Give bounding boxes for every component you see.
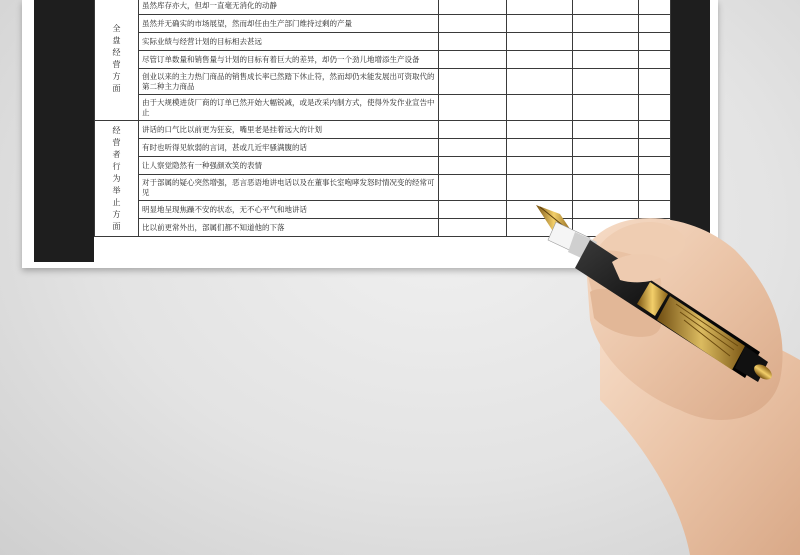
left-dark-border — [34, 0, 94, 262]
check-cell[interactable] — [573, 51, 639, 69]
check-cell[interactable] — [507, 33, 573, 51]
checklist-table — [94, 0, 671, 237]
item-text: 比以前更常外出，部属们都不知道他的下落 — [139, 219, 439, 237]
check-cell[interactable] — [639, 51, 671, 69]
table-row — [95, 201, 671, 219]
checklist-sheet — [94, 0, 670, 262]
check-cell[interactable] — [573, 175, 639, 201]
check-cell[interactable] — [639, 69, 671, 95]
check-cell[interactable] — [439, 175, 507, 201]
check-cell[interactable] — [573, 219, 639, 237]
check-cell[interactable] — [639, 95, 671, 121]
check-cell[interactable] — [507, 175, 573, 201]
check-cell[interactable] — [573, 69, 639, 95]
check-cell[interactable] — [439, 51, 507, 69]
check-cell[interactable] — [639, 157, 671, 175]
item-text: 由于大规模进货厂商的订单已然开始大幅锐减，或是改采内制方式，使得外发作业宣告中止 — [139, 95, 439, 121]
check-cell[interactable] — [439, 0, 507, 15]
check-cell[interactable] — [573, 33, 639, 51]
check-cell[interactable] — [639, 15, 671, 33]
item-text: 虽然库存亦大，但却一直毫无消化的动静 — [139, 0, 439, 15]
check-cell[interactable] — [573, 121, 639, 139]
check-cell[interactable] — [507, 69, 573, 95]
table-row — [95, 219, 671, 237]
check-cell[interactable] — [573, 157, 639, 175]
item-text: 讲话的口气比以前更为狂妄，嘴里老是挂着远大的计划 — [139, 121, 439, 139]
forearm — [600, 316, 800, 555]
check-cell[interactable] — [507, 219, 573, 237]
check-cell[interactable] — [439, 219, 507, 237]
table-row — [95, 175, 671, 201]
check-cell[interactable] — [507, 121, 573, 139]
table-row — [95, 69, 671, 95]
item-text: 让人察觉隐然有一种强颜欢笑的表情 — [139, 157, 439, 175]
table-row — [95, 121, 671, 139]
item-text: 实际业绩与经营计划的目标相去甚远 — [139, 33, 439, 51]
check-cell[interactable] — [573, 0, 639, 15]
check-cell[interactable] — [639, 121, 671, 139]
item-text: 对于部属的疑心突然增强，恶言恶语地讲电话以及在董事长室咆哮发怒时情况变的经常可见 — [139, 175, 439, 201]
check-cell[interactable] — [507, 51, 573, 69]
check-cell[interactable] — [639, 0, 671, 15]
check-cell[interactable] — [439, 121, 507, 139]
check-cell[interactable] — [639, 175, 671, 201]
table-row — [95, 51, 671, 69]
check-cell[interactable] — [507, 15, 573, 33]
table-row — [95, 15, 671, 33]
right-dark-border — [670, 0, 710, 262]
check-cell[interactable] — [439, 15, 507, 33]
check-cell[interactable] — [573, 139, 639, 157]
table-row — [95, 33, 671, 51]
check-cell[interactable] — [439, 33, 507, 51]
check-cell[interactable] — [639, 33, 671, 51]
item-text: 虽然并无确实的市场展望，然而却任由生产部门维持过剩的产量 — [139, 15, 439, 33]
check-cell[interactable] — [573, 95, 639, 121]
check-cell[interactable] — [573, 201, 639, 219]
check-cell[interactable] — [439, 95, 507, 121]
check-cell[interactable] — [439, 201, 507, 219]
check-cell[interactable] — [439, 69, 507, 95]
category-label: 全盘经营方面 — [112, 23, 121, 93]
category-cell-executive-behavior — [95, 121, 139, 237]
check-cell[interactable] — [639, 201, 671, 219]
check-cell[interactable] — [507, 201, 573, 219]
table-row — [95, 95, 671, 121]
item-text: 有时也听得见软弱的言词，甚或几近牢骚满腹的话 — [139, 139, 439, 157]
check-cell[interactable] — [507, 157, 573, 175]
check-cell[interactable] — [507, 95, 573, 121]
check-cell[interactable] — [573, 15, 639, 33]
table-row — [95, 139, 671, 157]
check-cell[interactable] — [639, 219, 671, 237]
table-row — [95, 157, 671, 175]
check-cell[interactable] — [507, 139, 573, 157]
check-cell[interactable] — [439, 157, 507, 175]
check-cell[interactable] — [507, 0, 573, 15]
item-text: 尽管订单数量和销售量与计划的目标有着巨大的差异，却仍一个劲儿地增添生产设备 — [139, 51, 439, 69]
table-row — [95, 0, 671, 15]
check-cell[interactable] — [639, 139, 671, 157]
category-label: 经营者行为举止方面 — [112, 125, 121, 231]
category-cell-overall-operations — [95, 0, 139, 121]
item-text: 创业以来的主力热门商品的销售成长率已然踏下休止符，然而却仍未能发展出可资取代的第二种主力商品 — [139, 69, 439, 95]
item-text: 明显地呈现焦躁不安的状态，无不心平气和地讲话 — [139, 201, 439, 219]
check-cell[interactable] — [439, 139, 507, 157]
middle-finger — [590, 289, 661, 337]
